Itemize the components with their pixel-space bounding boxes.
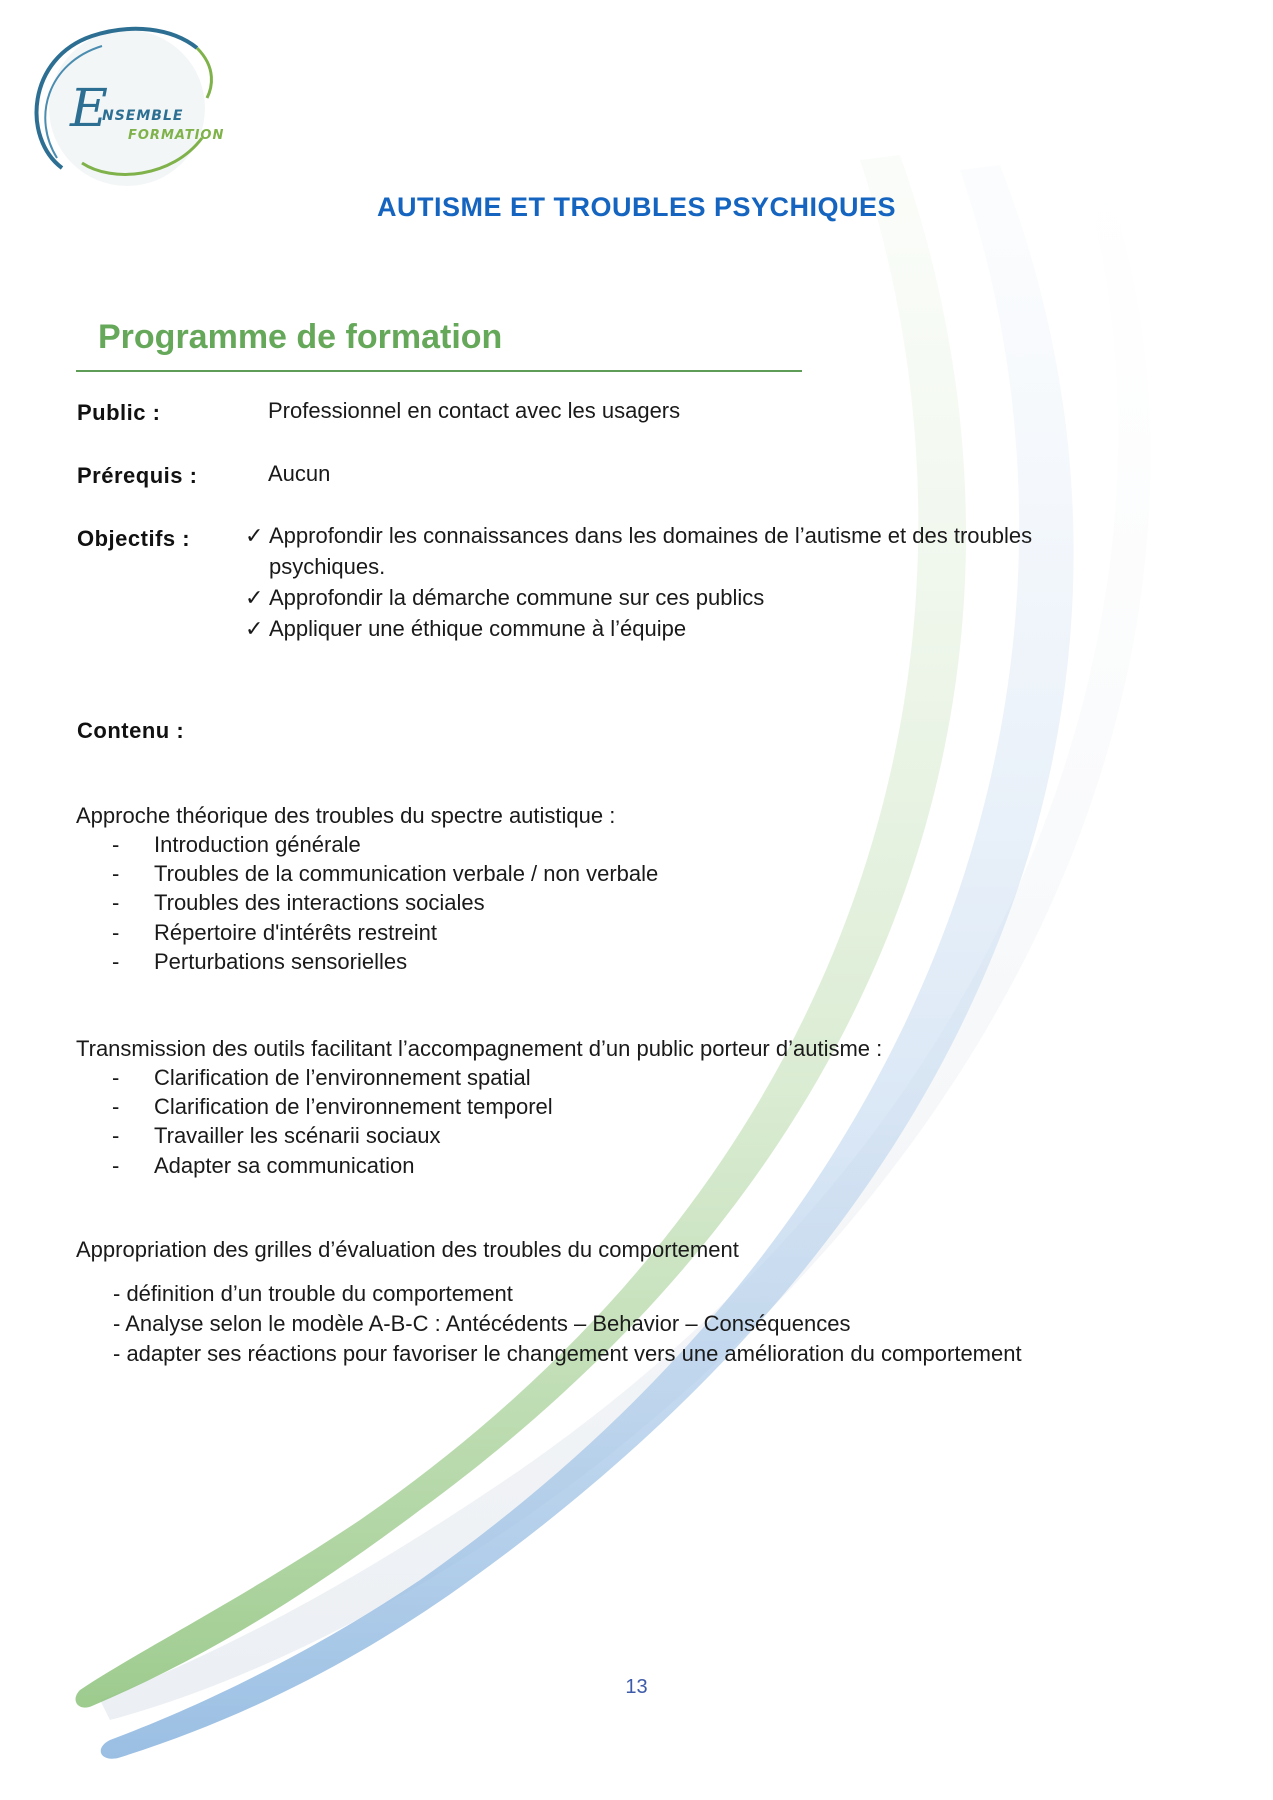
list-item <box>112 1121 553 1150</box>
list-item-text: Répertoire d'intérêts restreint <box>154 919 437 945</box>
objectifs-label: Objectifs : <box>77 526 191 551</box>
checkmark-icon: ✓ <box>245 585 264 610</box>
dash-bullet: - <box>112 1152 120 1178</box>
list-item <box>112 859 658 888</box>
list-item <box>112 830 658 859</box>
logo-line2: FORMATION <box>128 128 225 143</box>
dash-bullet: - <box>112 890 120 916</box>
list-item <box>112 947 658 976</box>
objective-text: Appliquer une éthique commune à l’équipe <box>269 616 687 641</box>
contenu-block-list <box>113 1279 1022 1369</box>
document-title: AUTISME ET TROUBLES PSYCHIQUES <box>376 192 897 222</box>
list-item-text: Clarification de l’environnement temporel <box>154 1094 553 1120</box>
list-item <box>112 1092 553 1121</box>
dash-bullet: - <box>112 919 120 945</box>
objective-item <box>245 520 1129 582</box>
list-item <box>112 1063 553 1092</box>
checkmark-icon: ✓ <box>245 616 264 641</box>
contenu-block-list <box>112 1063 553 1180</box>
page-number: 13 <box>625 1676 648 1698</box>
list-item-text: Perturbations sensorielles <box>154 948 408 974</box>
logo-emblem <box>22 18 232 188</box>
list-item-text: Troubles des interactions sociales <box>154 890 485 916</box>
objective-item <box>245 582 1129 613</box>
contenu-block-title: Appropriation des grilles d’évaluation des troubles du comportement <box>76 1237 739 1262</box>
list-item-text: Troubles de la communication verbale / non verbale <box>154 861 659 887</box>
ensemble-formation-logo <box>22 18 232 188</box>
checkmark-icon: ✓ <box>245 523 264 548</box>
list-item-text: Adapter sa communication <box>154 1152 415 1178</box>
section-heading: Programme de formation <box>98 318 503 356</box>
dash-bullet: - <box>112 1123 120 1149</box>
contenu-label: Contenu : <box>77 718 185 743</box>
dash-bullet: - <box>112 1094 120 1120</box>
prerequis-label: Prérequis : <box>77 463 198 488</box>
objective-item <box>245 613 1129 644</box>
logo-line1: NSEMBLE <box>102 108 184 124</box>
list-item-text: Introduction générale <box>154 832 361 857</box>
public-label: Public : <box>77 400 161 425</box>
list-item <box>112 918 658 947</box>
list-item-text: Clarification de l’environnement spatial <box>154 1065 531 1090</box>
contenu-block-title: Transmission des outils facilitant l’accompagnement d’un public porteur d’autisme : <box>76 1036 883 1061</box>
contenu-block-title: Approche théorique des troubles du spectre autistique : <box>76 803 616 828</box>
contenu-block-list <box>112 830 658 976</box>
list-item: - Analyse selon le modèle A-B-C : Antécédents – Behavior – Conséquences <box>113 1311 851 1336</box>
dash-bullet: - <box>112 948 120 974</box>
objectifs-list <box>245 520 1129 644</box>
list-item: - adapter ses réactions pour favoriser le changement vers une amélioration du comportement <box>113 1341 1022 1366</box>
public-value: Professionnel en contact avec les usagers <box>268 398 681 423</box>
dash-bullet: - <box>112 1065 120 1090</box>
dash-bullet: - <box>112 861 120 887</box>
heading-divider <box>76 370 802 372</box>
svg-text:E: E <box>70 79 108 139</box>
list-item: - définition d’un trouble du comportement <box>113 1281 513 1306</box>
objective-text: Approfondir les connaissances dans les domaines de l’autisme et des troubles psychiques. <box>269 523 1033 579</box>
objective-text: Approfondir la démarche commune sur ces publics <box>269 585 765 610</box>
list-item-text: Travailler les scénarii sociaux <box>154 1123 441 1149</box>
list-item <box>112 1151 553 1180</box>
prerequis-value: Aucun <box>268 461 331 486</box>
dash-bullet: - <box>112 832 120 857</box>
list-item <box>112 888 658 917</box>
